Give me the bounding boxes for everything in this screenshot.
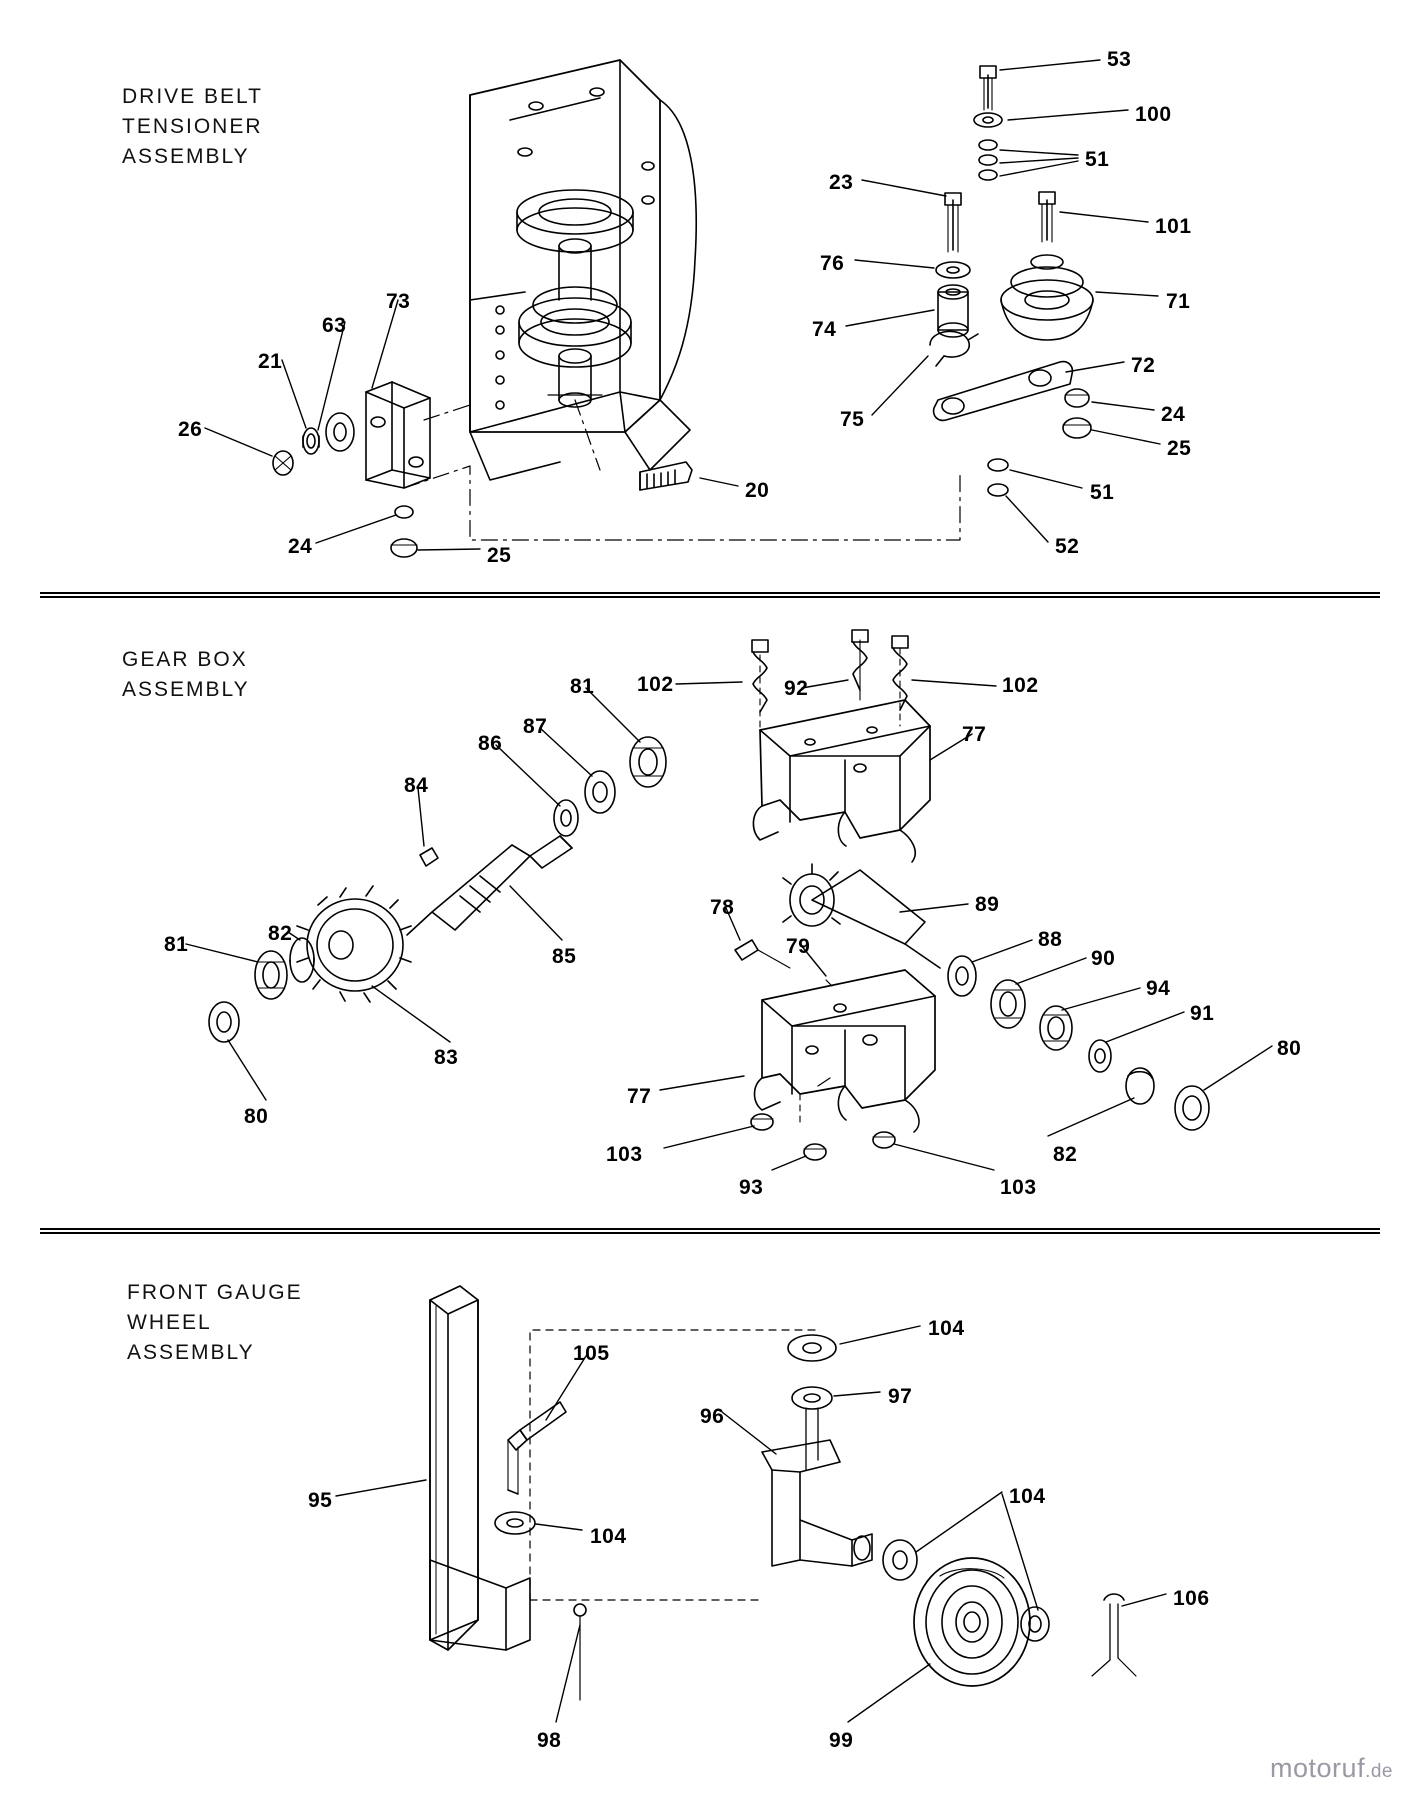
section-title-front-gauge-wheel: FRONT GAUGE WHEEL ASSEMBLY [127,1281,303,1364]
callout-88: 88 [1038,928,1063,951]
section-divider [40,592,1380,598]
callout-51: 51 [1085,148,1110,171]
callout-91: 91 [1190,1002,1215,1025]
callout-106: 106 [1173,1587,1210,1610]
callout-104-top: 104 [928,1317,965,1340]
section-divider [40,1228,1380,1234]
callout-83: 83 [434,1046,459,1069]
callout-77-lower: 77 [627,1085,652,1108]
callout-98: 98 [537,1729,562,1752]
callout-102-right: 102 [1002,674,1039,697]
callout-90: 90 [1091,947,1116,970]
callout-78: 78 [710,896,735,919]
section-title-drive-belt-tensioner: DRIVE BELT TENSIONER ASSEMBLY [122,85,263,168]
callout-76: 76 [820,252,845,275]
callout-103-right: 103 [1000,1176,1037,1199]
callout-25-top-right: 25 [1167,437,1192,460]
callout-73: 73 [386,290,411,313]
callout-20: 20 [745,479,770,502]
callout-71: 71 [1166,290,1191,313]
callout-23: 23 [829,171,854,194]
callout-95: 95 [308,1489,333,1512]
callout-80-left: 80 [244,1105,269,1128]
callout-84: 84 [404,774,429,797]
watermark [1270,1753,1393,1784]
callout-97: 97 [888,1385,913,1408]
callout-82-right: 82 [1053,1143,1078,1166]
watermark-tld: .de [1365,1761,1393,1782]
callout-101: 101 [1155,215,1192,238]
callout-96: 96 [700,1405,725,1428]
callout-63: 63 [322,314,347,337]
callout-52: 52 [1055,535,1080,558]
callout-82-left: 82 [268,922,293,945]
callout-53: 53 [1107,48,1132,71]
callout-92: 92 [784,677,809,700]
callout-74: 74 [812,318,837,341]
watermark-name: motoruf [1270,1753,1366,1783]
callout-26: 26 [178,418,203,441]
callout-24-top-right: 24 [1161,403,1186,426]
callout-86: 86 [478,732,503,755]
callout-24-lower-left: 24 [288,535,313,558]
callout-103-left: 103 [606,1143,643,1166]
callout-99: 99 [829,1729,854,1752]
callout-94: 94 [1146,977,1171,1000]
callout-79: 79 [786,935,811,958]
callout-75: 75 [840,408,865,431]
callout-93: 93 [739,1176,764,1199]
callout-25-lower-left: 25 [487,544,512,567]
callout-21: 21 [258,350,283,373]
callout-102-left: 102 [637,673,674,696]
callout-89: 89 [975,893,1000,916]
callout-100: 100 [1135,103,1172,126]
callout-72: 72 [1131,354,1156,377]
callout-81-upper: 81 [570,675,595,698]
callout-105: 105 [573,1342,610,1365]
callout-51-lower: 51 [1090,481,1115,504]
callout-87: 87 [523,715,548,738]
callout-85: 85 [552,945,577,968]
callout-77-upper: 77 [962,723,987,746]
callout-80-right: 80 [1277,1037,1302,1060]
callout-104-wheel: 104 [1009,1485,1046,1508]
callout-104-channel: 104 [590,1525,627,1548]
callout-81-left: 81 [164,933,189,956]
section-title-gear-box: GEAR BOX ASSEMBLY [122,648,250,701]
